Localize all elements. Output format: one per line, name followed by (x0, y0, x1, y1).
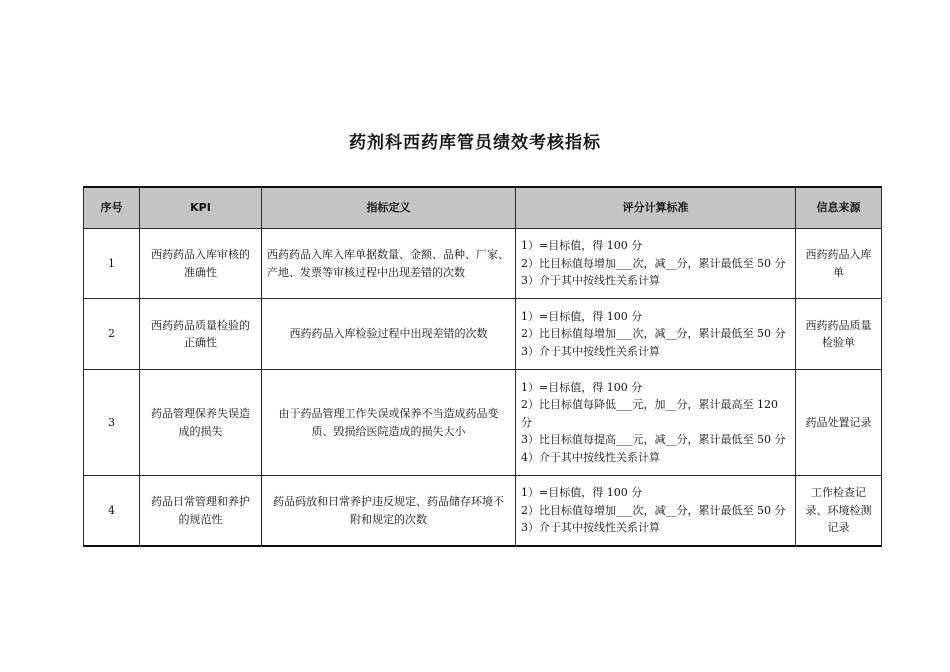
row-criteria (516, 229, 796, 299)
table-header-row (84, 187, 882, 229)
row-criteria (516, 476, 796, 547)
row-kpi: 西药药品质量检验的正确性 (140, 299, 262, 370)
row-no: 2 (84, 299, 140, 370)
row-no: 4 (84, 476, 140, 547)
row-definition: 药品码放和日常养护违反规定、药品储存环境不附和规定的次数 (262, 476, 516, 547)
row-definition: 西药药品入库检验过程中出现差错的次数 (262, 299, 516, 370)
criteria-line: 4）介于其中按线性关系计算 (521, 450, 660, 464)
row-source: 药品处置记录 (796, 370, 882, 476)
criteria-line: 3）介于其中按线性关系计算 (521, 521, 660, 535)
document-title: 药剂科西药库管员绩效考核指标 (349, 133, 601, 153)
criteria-line: 3）介于其中按线性关系计算 (521, 274, 660, 288)
criteria-line: 3）比目标值每提高___元，减__分，累计最低至 50 分 (521, 433, 786, 447)
header-kpi: KPI (140, 187, 262, 229)
table-row (84, 229, 882, 299)
table-row (84, 476, 882, 547)
row-source: 西药药品质量检验单 (796, 299, 882, 370)
row-kpi: 药品日常管理和养护的规范性 (140, 476, 262, 547)
header-definition: 指标定义 (262, 187, 516, 229)
criteria-line: 3）介于其中按线性关系计算 (521, 344, 660, 358)
row-source: 西药药品入库单 (796, 229, 882, 299)
criteria-line: 2）比目标值每增加___次，减__分，累计最低至 50 分 (521, 256, 786, 270)
criteria-line: 1）=目标值，得 100 分 (521, 239, 643, 253)
row-criteria (516, 370, 796, 476)
row-no: 1 (84, 229, 140, 299)
row-source: 工作检查记录、环境检测记录 (796, 476, 882, 547)
criteria-line: 1）=目标值，得 100 分 (521, 380, 643, 394)
criteria-line: 2）比目标值每增加___次，减__分，累计最低至 50 分 (521, 503, 786, 517)
row-definition: 西药药品入库入库单据数量、金额、品种、厂家、产地、发票等审核过程中出现差错的次数 (262, 229, 516, 299)
row-kpi: 药品管理保养失误造成的损失 (140, 370, 262, 476)
criteria-line: 2）比目标值每增加___次，减__分，累计最低至 50 分 (521, 327, 786, 341)
header-criteria: 评分计算标准 (516, 187, 796, 229)
criteria-line: 2）比目标值每降低___元，加__分，累计最高至 120 分 (521, 398, 778, 429)
header-no: 序号 (84, 187, 140, 229)
row-definition: 由于药品管理工作失误或保养不当造成药品变质、毁损给医院造成的损失大小 (262, 370, 516, 476)
criteria-line: 1）=目标值，得 100 分 (521, 486, 643, 500)
kpi-table (83, 186, 882, 547)
table-row (84, 370, 882, 476)
row-kpi: 西药药品入库审核的准确性 (140, 229, 262, 299)
row-criteria (516, 299, 796, 370)
table-row (84, 299, 882, 370)
header-source: 信息来源 (796, 187, 882, 229)
criteria-line: 1）=目标值，得 100 分 (521, 309, 643, 323)
row-no: 3 (84, 370, 140, 476)
